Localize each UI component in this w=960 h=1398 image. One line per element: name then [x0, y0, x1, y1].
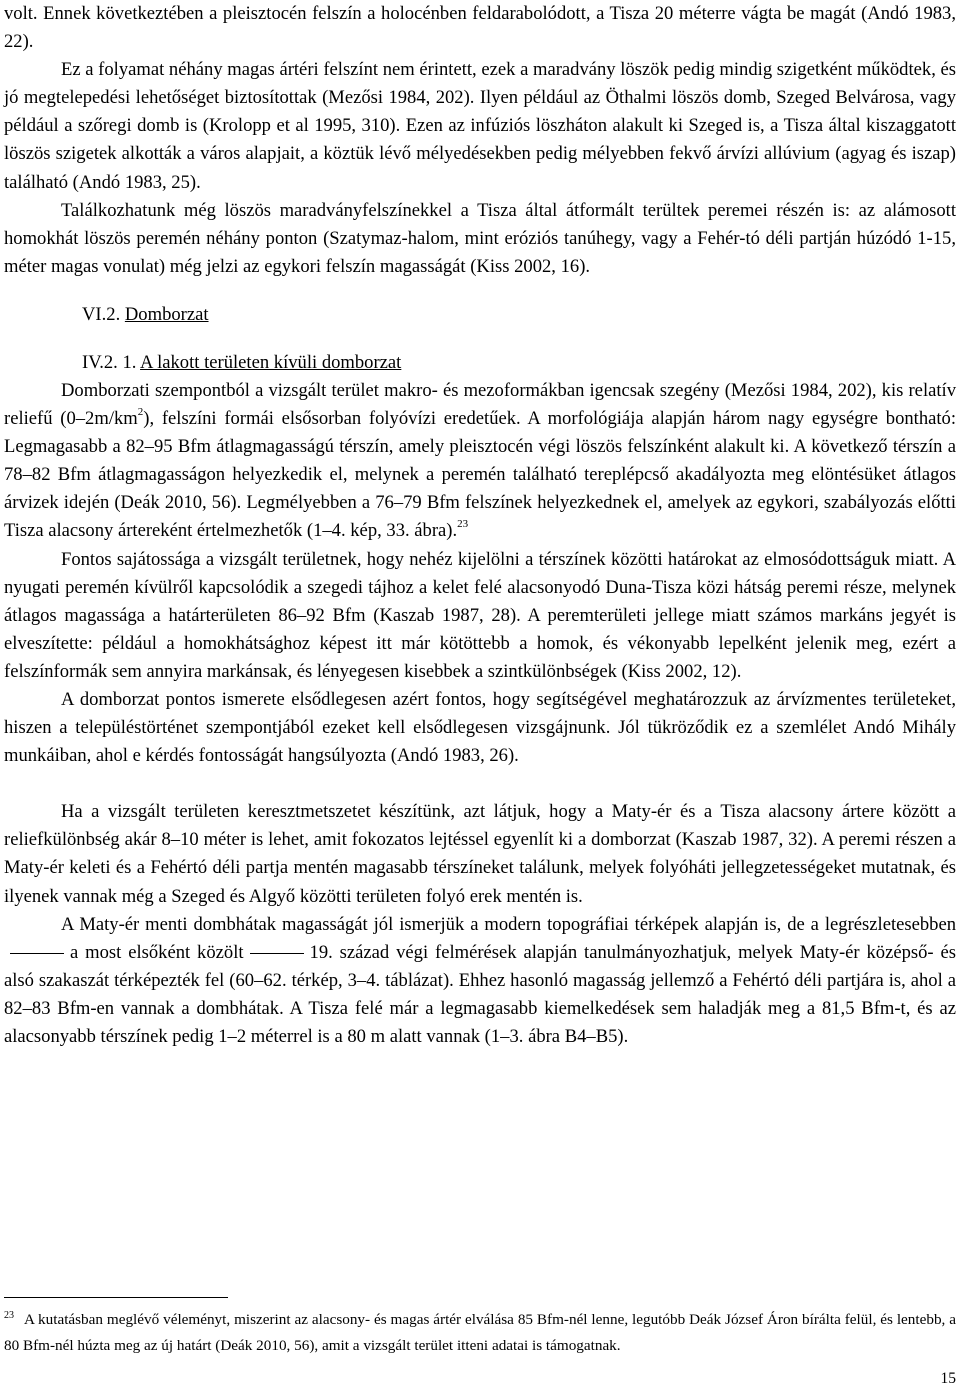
superscript-exponent: 2	[137, 405, 144, 418]
paragraph-cross-section: Ha a vizsgált területen keresztmetszetet készítünk, azt látjuk, hogy a Maty-ér és a Tisza alacsony ártere között a reliefkülönbség akár 8–10 méter is lehet, amit fokozatos lejtéssel egyenlít ki a domborzat (Kaszab 1987, 32). A peremi részen a Maty-ér keleti és a Fehértó déli partja mentén magasabb térszíneket találunk, melyek folyóháti jellegzetességeket mutatnak, és ilyenek vannak még a Szeged és Algyő közötti területen folyó erek mentén is.	[4, 801, 956, 907]
subsection-title: A lakott területen kívüli domborzat	[140, 351, 402, 373]
section-title: Domborzat	[124, 303, 209, 325]
body-text	[4, 0, 956, 1051]
paragraph-maty-er-ridges	[4, 911, 956, 1051]
subsection-heading	[4, 349, 956, 377]
em-dash-rule	[10, 953, 64, 954]
subsection-number: IV.2. 1.	[82, 351, 137, 373]
footnote-separator	[4, 1297, 228, 1298]
footnote-reference: 23	[457, 518, 469, 531]
ridges-text-b: a most elsőként közölt	[70, 941, 244, 963]
footnote-number: 23	[4, 1310, 14, 1321]
ridges-text-a: A Maty-ér menti dombhátak magasságát jól ismerjük a modern topográfiai térképek alapján is, de a legrészletesebben	[61, 913, 956, 935]
section-heading	[4, 301, 956, 329]
relief-text-b: ), felszíni formái elsősorban folyóvízi eredetűek. A morfológiája alapján három nagy egységre bontható: Legmagasabb a 82–95 Bfm átlagmagasságú térszín, amely pleisztocén végi löszös felszínként alakult ki. A következő térszín a 78–82 Bfm átlagmagasságon helyezkedik el, melynek a peremén található tereplépcső akadályozta meg elöntésüket átlagos árvizek idején (Deák 2010, 56). Legmélyebben a 76–79 Bfm felszínek helyezkednek el, amelyek az egykori, szabályozás előtti Tisza alacsony ártereként értelmezhetők (1–4. kép, 33. ábra).	[4, 408, 957, 542]
section-number: VI.2.	[82, 303, 121, 325]
ridges-text-c: 19. század végi felmérések alapján tanulmányozhatjuk, melyek Maty-ér középső- és alsó szakaszát térképezték fel (60–62. térkép, 3–4. táblázat). Ehhez hasonló magasság jellemző a Fehértó déli partjára is, ahol a 82–83 Bfm-en vannak a dombhátak. A Tisza felé már a legmagasabb kiemelkedések sem haladják meg a 81,5 Bfm-t, és az alacsonyabb térszínek pedig 1–2 méterrel is a 80 m alatt vannak (1–3. ábra B4–B5).	[4, 941, 956, 1047]
paragraph-remnant-surfaces: Találkozhatunk még löszös maradványfelszínekkel a Tisza által átformált terültek peremei részén is: az alámosott homokhát löszös peremén néhány ponton (Szatymaz-halom, mint eróziós tanúhegy, vagy a Fehér-tó déli partján húzódó 1-15, méter magas vonulat) még jelzi az egykori felszín magasságát (Kiss 2002, 16).	[4, 199, 956, 277]
footnote-text: A kutatásban meglévő véleményt, miszerint az alacsony- és magas ártér elválása 85 Bfm-nél lenne, legutóbb Deák József Áron bírálta felül, és lentebb, a 80 Bfm-nél húzta meg az új határt (Deák 2010, 56), amit a vizsgált terület itteni adatai is támogatnak.	[4, 1311, 956, 1354]
em-dash-rule	[250, 953, 304, 954]
footnote	[4, 1308, 956, 1358]
paragraph-loess-islands: Ez a folyamat néhány magas ártéri felszínt nem érintett, ezek a maradvány löszök pedig mindig szigetként működtek, és jó megtelepedési lehetőséget biztosítottak (Mezősi 1984, 202). Ilyen például az Öthalmi löszös domb, Szeged Belvárosa, vagy például a szőregi domb is (Krolopp et al 1995, 310). Ezen az infúziós löszháton alakult ki Szeged is, a Tisza által kiszaggatott löszös szigetek alkották a város alapjait, a köztük lévő mélyedésekben pedig mélyebben fekvő árvízi allúvium (agyag és iszap) található (Andó 1983, 25).	[4, 59, 956, 193]
relief-text-a: Domborzati szempontból a vizsgált terület makro- és mezoformákban igencsak szegény (Mezősi 1984, 202), kis relatív reliefű (0–2m/km	[4, 379, 956, 430]
paragraph-flood-free: A domborzat pontos ismerete elsődlegesen azért fontos, hogy segítségével meghatározzuk az árvízmentes területeket, hiszen a településtörténet szempontjából ezeket kell elsődlegesen vizsgájnunk. Jól tükröződik ez a szemlélet Andó Mihály munkáiban, ahol e kérdés fontosságát hangsúlyozta (Andó 1983, 26).	[4, 688, 956, 767]
paragraph-boundaries: Fontos sajátossága a vizsgált területnek, hogy nehéz kijelölni a térszínek közötti határokat az elmosódottságuk miatt. A nyugati peremén kívülről kapcsolódik a szegedi tájhoz a kelet felé alacsonyodó Duna-Tisza közi hátság peremi része, melynek átlagos magassága a határterületen 86–92 Bfm (Kaszab 1987, 28). A peremterületi jellege miatt számos markáns jegyét is elveszítette: például a homokhátsághoz képest itt már kötöttebb a homok, és vékonyabb lepelként jelenik meg, ezért a felszínformák sem annyira markánsak, és lényegesen kisebbek a szintkülönbségek (Kiss 2002, 12).	[4, 548, 956, 682]
paragraph-relief	[4, 377, 956, 546]
page-number: 15	[940, 1370, 956, 1387]
paragraph-continuation: volt. Ennek következtében a pleisztocén felszín a holocénben feldarabolódott, a Tisza 20 méterre vágta be magát (Andó 1983, 22).	[4, 3, 956, 53]
